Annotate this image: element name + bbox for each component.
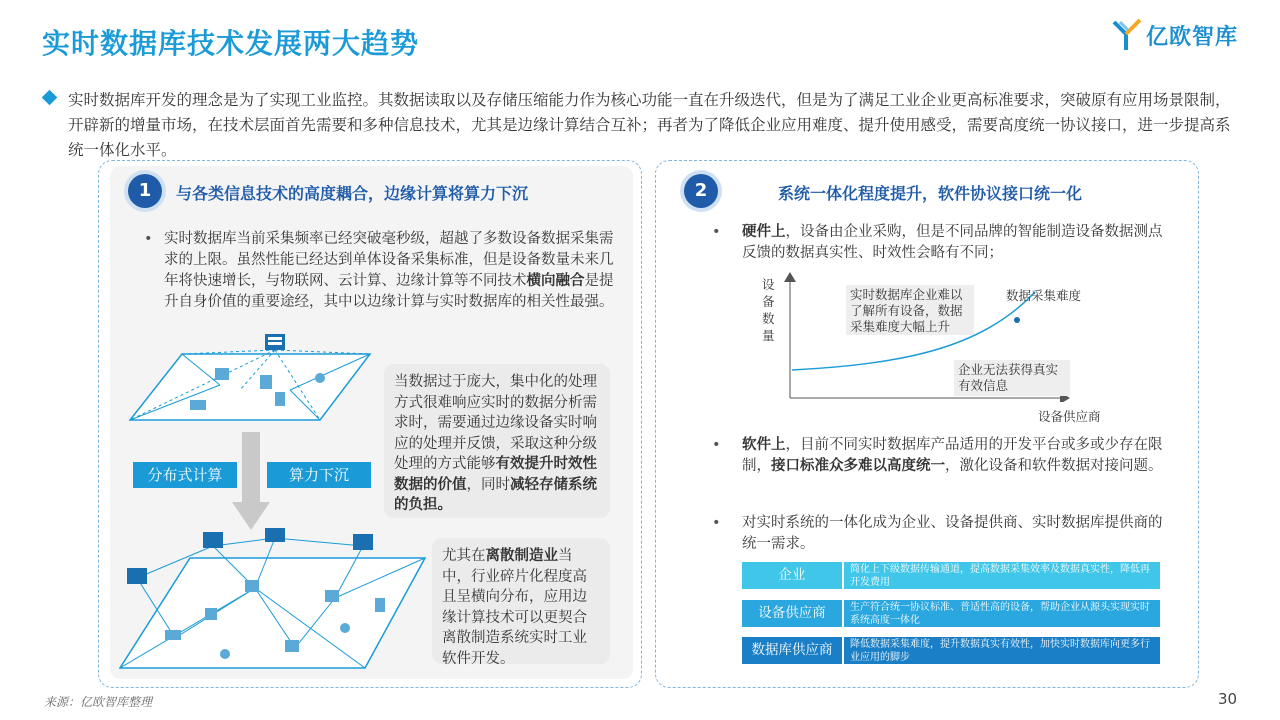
panel2-heading: 系统一体化程度提升，软件协议接口统一化: [778, 184, 1083, 203]
panel1-number-badge: 1: [128, 174, 162, 208]
chart-y-axis-label: 设 备 数 量: [762, 277, 775, 343]
logo-text: 亿欧智库: [1146, 24, 1239, 50]
logo: [1112, 18, 1238, 52]
bullet-dot: •: [712, 224, 721, 240]
bullet-dot: •: [712, 515, 721, 531]
edge-network-diagram-bottom: [115, 528, 433, 680]
panel1-callout-realtime: 当数据过于庞大，集中化的处理方式很难响应实时的数据分析需求时，需要通过边缘设备实时响应的处理并反馈，采取这种分级处理的方式能够有效提升时效性数据的价值，同时减轻存储系统的负担。: [384, 364, 610, 518]
row-label-enterprise: 企业: [742, 562, 842, 589]
down-arrow-icon: [232, 432, 272, 532]
distributed-computing-tag: 分布式计算: [133, 462, 237, 488]
bullet-dot: •: [712, 437, 721, 453]
row-desc-device-supplier: 生产符合统一协议标准、普适性高的设备，帮助企业从源头实现实时系统高度一体化: [844, 600, 1160, 627]
row-label-device-supplier: 设备供应商: [742, 600, 842, 627]
page-title: 实时数据库技术发展两大趋势: [42, 27, 420, 60]
intro-paragraph: [44, 88, 1234, 163]
source-note: 来源：亿欧智库整理: [44, 695, 153, 709]
row-label-database-supplier: 数据库供应商: [742, 637, 842, 664]
diamond-bullet-icon: [42, 90, 58, 106]
panel1-heading: 与各类信息技术的高度耦合，边缘计算将算力下沉: [176, 184, 529, 203]
hardware-paragraph: • 硬件上，设备由企业采购，但是不同品牌的智能制造设备数据测点反馈的数据真实性、时效性会略有不同；: [712, 224, 1163, 261]
intro-text: 实时数据库开发的理念是为了实现工业监控。其数据读取以及存储压缩能力作为核心功能一直在升级迭代，但是为了满足工业企业更高标准要求，突破原有应用场景限制，开辟新的增量市场，在技术层面首先需要和多种信息技术，尤其是边缘计算结合互补；再者为了降低企业应用难度、提升使用感受，需要高度统一协议接口，进一步提高系统一体化水平。: [68, 91, 1231, 159]
chart-curve-label: 数据采集难度: [1006, 288, 1082, 303]
row-desc-enterprise: 简化上下级数据传输通道，提高数据采集效率及数据真实性，降低再开发费用: [844, 562, 1160, 589]
bullet-dot: •: [144, 231, 153, 247]
software-paragraph: • 软件上，目前不同实时数据库产品适用的开发平台或多或少存在限制，接口标准众多难以高度统一，激化设备和软件数据对接问题。: [712, 437, 1163, 474]
row-desc-database-supplier: 降低数据采集难度，提升数据真实有效性，加快实时数据库向更多行业应用的脚步: [844, 637, 1160, 664]
chart-annotation-no-real-info: 企业无法获得真实有效信息: [954, 360, 1070, 396]
chart-annotation-difficulty: 实时数据库企业难以了解所有设备，数据采集难度大幅上升: [846, 285, 974, 335]
panel2-number-badge: 2: [684, 174, 718, 208]
unified-demand-paragraph: • 对实时系统的一体化成为企业、设备提供商、实时数据库提供商的统一需求。: [712, 515, 1163, 552]
panel1-callout-discrete-manufacturing: 尤其在离散制造业当中，行业碎片化程度高且呈横向分布，应用边缘计算技术可以更契合离散制造系统实时工业软件开发。: [432, 538, 610, 664]
compute-sinking-tag: 算力下沉: [267, 462, 371, 488]
page-number: 30: [1218, 690, 1238, 708]
edge-network-diagram-top: [120, 330, 382, 430]
logo-icon: [1112, 18, 1142, 52]
chart-x-axis-label: 设备供应商: [1038, 409, 1101, 424]
panel1-paragraph: • 实时数据库当前采集频率已经突破毫秒级，超越了多数设备数据采集需求的上限。虽然性能已经达到单体设备采集标准，但是设备数量未来几年将快速增长，与物联网、云计算、边缘计算等不同技术横向融合是提升自身价值的重要途经，其中以边缘计算与实时数据库的相关性最强。: [144, 231, 614, 310]
